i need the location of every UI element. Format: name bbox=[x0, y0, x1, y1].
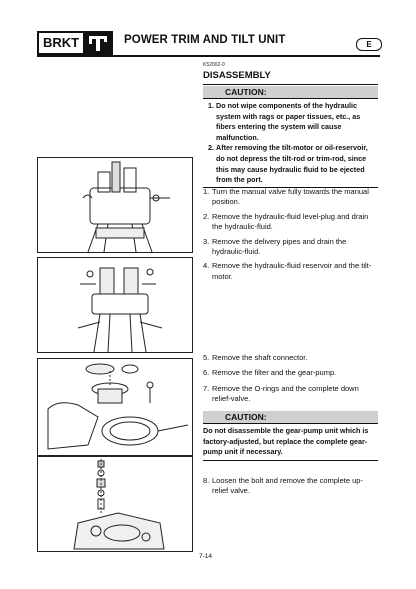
list-item: 7. Remove the O-rings and the complete down relief-valve. bbox=[203, 383, 359, 404]
steps-group-2 bbox=[203, 353, 379, 405]
figure-up-relief-valve bbox=[37, 456, 193, 552]
document-code: K52002-0 bbox=[203, 62, 225, 68]
list-item: 6. Remove the filter and the gear-pump. bbox=[203, 368, 337, 378]
list-item: 4. Remove the hydraulic-fluid reservoir and the tilt-motor. bbox=[203, 261, 372, 281]
caution-rule bbox=[203, 460, 378, 461]
list-item: 8. Loosen the bolt and remove the complete up-relief valve. bbox=[203, 476, 363, 496]
caution-label: CAUTION: bbox=[203, 411, 378, 423]
caution-text: Do not disassemble the gear-pump unit which is factory-adjusted, but replace the complete gear-pump unit if necessary. bbox=[203, 426, 369, 457]
steps-group-3 bbox=[203, 476, 379, 497]
list-item: 2. Remove the hydraulic-fluid level-plug and drain the hydraulic-fluid. bbox=[203, 211, 369, 232]
page-number: 7-14 bbox=[199, 553, 213, 560]
figure-trim-tilt-unit bbox=[37, 157, 193, 253]
language-badge: E bbox=[356, 38, 382, 51]
caution-item: 2. After removing the tilt-motor or oil-reservoir, do not depress the tilt-rod or trim-rod, since this may cause hydraulic fluid to be ejected from the port. bbox=[216, 143, 378, 185]
list-item: 1. Turn the manual valve fully towards the manual position. bbox=[203, 187, 369, 207]
list-item: 3. Remove the delivery pipes and drain the hydraulic-fluid. bbox=[203, 236, 347, 257]
caution-block-1 bbox=[203, 86, 378, 188]
figure-reservoir-tilt-motor bbox=[37, 257, 193, 353]
caution-label: CAUTION: bbox=[203, 86, 378, 98]
page-title: POWER TRIM AND TILT UNIT bbox=[124, 34, 286, 46]
section-title: DISASSEMBLY bbox=[203, 70, 271, 81]
caution-rule bbox=[203, 98, 378, 99]
figure-gear-pump bbox=[37, 358, 193, 456]
caution-rule bbox=[203, 423, 378, 424]
bracket-icon bbox=[85, 31, 113, 55]
steps-group-1 bbox=[203, 187, 379, 282]
caution-item: 1. Do not wipe components of the hydraulic system with rags or paper tissues, etc., as fibers entering the system will cause malfunction. bbox=[216, 101, 378, 143]
header-rule bbox=[37, 55, 380, 57]
section-rule bbox=[203, 84, 378, 85]
brkt-badge: BRKT bbox=[37, 31, 85, 55]
caution-text bbox=[203, 101, 378, 186]
list-item: 5. Remove the shaft connector. bbox=[203, 353, 308, 362]
caution-block-2 bbox=[203, 411, 378, 461]
